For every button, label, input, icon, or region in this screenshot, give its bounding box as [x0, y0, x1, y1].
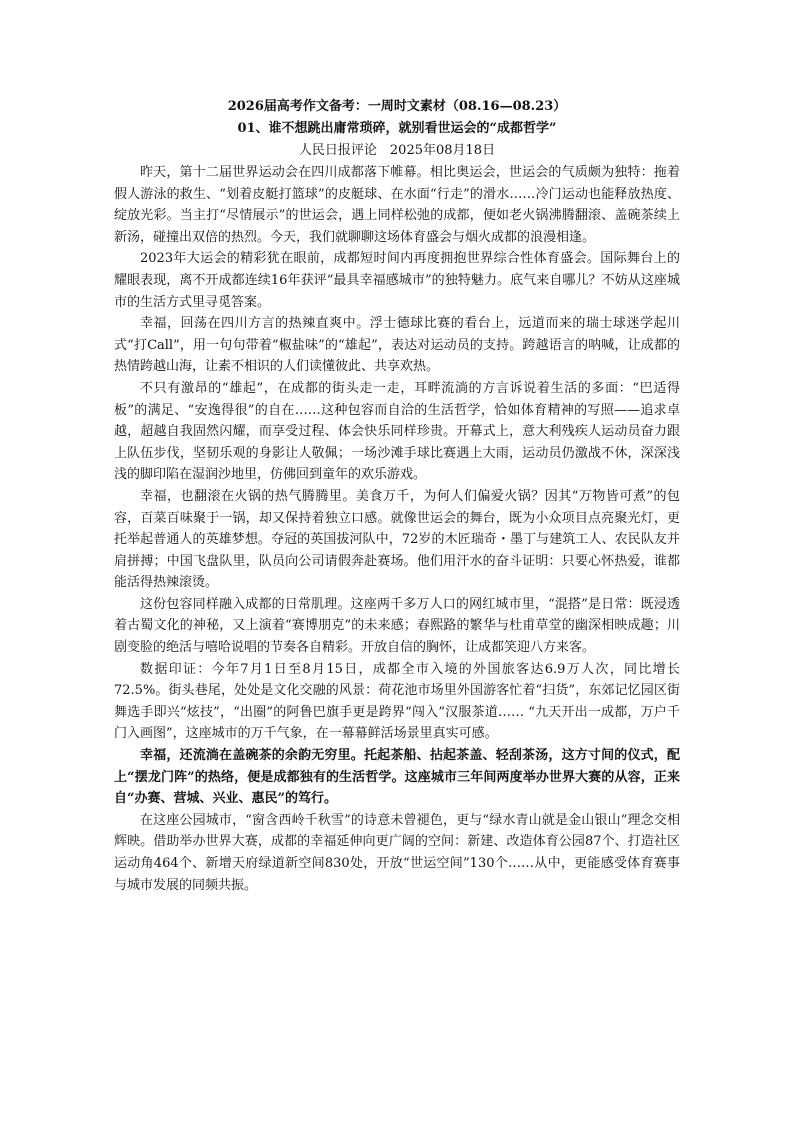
paragraph: 2023年大运会的精彩犹在眼前，成都短时间内再度拥抱世界综合性体育盛会。国际舞台上的耀眼表现，离不开成都连续16年获评“最具幸福感城市”的独特魅力。底气来自哪儿？不妨从这座城市的生活方式里寻觅答案。 — [114, 251, 680, 310]
paragraph: 数据印证：今年7月1日至8月15日，成都全市入境的外国旅客达6.9万人次，同比增长72.5%。街头巷尾，处处是文化交融的风景：荷花池市场里外国游客忙着“扫货”，东郊记忆园区街舞选手即兴“炫技”，“出圈”的阿鲁巴旗手更是跨界“闯入”汉服茶道…… “九天开出一成都，万户千门入画图”，这座城市的万千气象，在一幕幕鲜活场景里真实可感。 — [114, 661, 680, 742]
paragraph: 幸福，还流淌在盖碗茶的余韵无穷里。托起茶船、拈起茶盖、轻刮茶汤，这方寸间的仪式，配上“摆龙门阵”的热络，便是成都独有的生活哲学。这座城市三年间两度举办世界大赛的从容，正来自“办赛、营城、兴业、惠民”的笃行。 — [114, 748, 680, 807]
paragraph: 昨天，第十二届世界运动会在四川成都落下帷幕。相比奥运会，世运会的气质颇为独特：拖着假人游泳的救生、“划着皮艇打篮球”的皮艇球、在水面“行走”的滑水……冷门运动也能释放热度、绽放光彩。当主打“尽情展示”的世运会，遇上同样松弛的成都，便如老火锅沸腾翻滚、盖碗茶续上新汤，碰撞出双倍的热烈。今天，我们就聊聊这场体育盛会与烟火成都的浪漫相逢。 — [114, 165, 680, 245]
document-title: 2026届高考作文备考：一周时文素材（08.16—08.23） — [227, 99, 567, 114]
paragraph: 幸福，也翻滚在火锅的热气腾腾里。美食万千，为何人们偏爱火锅？因其“万物皆可煮”的包容，百菜百味聚于一锅，却又保持着独立口感。就像世运会的舞台，既为小众项目点亮聚光灯，更托举起普通人的英雄梦想。夺冠的英国拔河队中，72岁的木匠瑞奇・墨丁与建筑工人、农民队友并肩拼搏；中国飞盘队里，队员向公司请假奔赴赛场。他们用汗水的奋斗证明：只要心怀热爱，谁都能活得热辣滚烫。 — [114, 488, 680, 591]
article-byline: 人民日报评论 2025年08月18日 — [298, 143, 496, 158]
paragraph: 这份包容同样融入成都的日常肌理。这座两千多万人口的网红城市里，“混搭”是日常：既浸透着古蜀文化的神秘，又上演着“赛博朋克”的未来感；春熙路的繁华与杜甫草堂的幽深相映成趣；川剧变脸的绝活与嘻哈说唱的节奏各自精彩。开放自信的胸怀，让成都笑迎八方来客。 — [114, 596, 680, 656]
article-body — [114, 162, 680, 896]
article-title: 01、谁不想跳出庸常琐碎，就别看世运会的“成都哲学” — [237, 121, 557, 136]
paragraph: 不只有激昂的“雄起”，在成都的街头走一走，耳畔流淌的方言诉说着生活的多面：“巴适得板”的满足、“安逸得很”的自在……这种包容而自洽的生活哲学，恰如体育精神的写照——追求卓越，超越自我固然闪耀，而享受过程、体会快乐同样珍贵。开幕式上，意大利残疾人运动员奋力跟上队伍步伐，坚韧乐观的身影让人敬佩；一场沙滩手球比赛遇上大雨，运动员仍激战不休，深深浅浅的脚印陷在湿润沙地里，仿佛回到童年的欢乐游戏。 — [114, 380, 680, 483]
paragraph: 幸福，回荡在四川方言的热辣直爽中。浮士德球比赛的看台上，远道而来的瑞士球迷学起川式“打Call”，用一句句带着“椒盐味”的“雄起”，表达对运动员的支持。跨越语言的呐喊，让成都的热情跨越山海，让素不相识的人们读懂彼此、共享欢热。 — [114, 316, 680, 375]
document-page — [114, 96, 680, 896]
paragraph: 在这座公园城市，“窗含西岭千秋雪”的诗意未曾褪色，更与“绿水青山就是金山银山”理念交相辉映。借助举办世界大赛，成都的幸福延伸向更广阔的空间：新建、改造体育公园87个、打造社区运动角464个、新增天府绿道新空间830处，开放“世运空间”130个……从中，更能感受体育赛事与城市发展的同频共振。 — [114, 812, 680, 893]
